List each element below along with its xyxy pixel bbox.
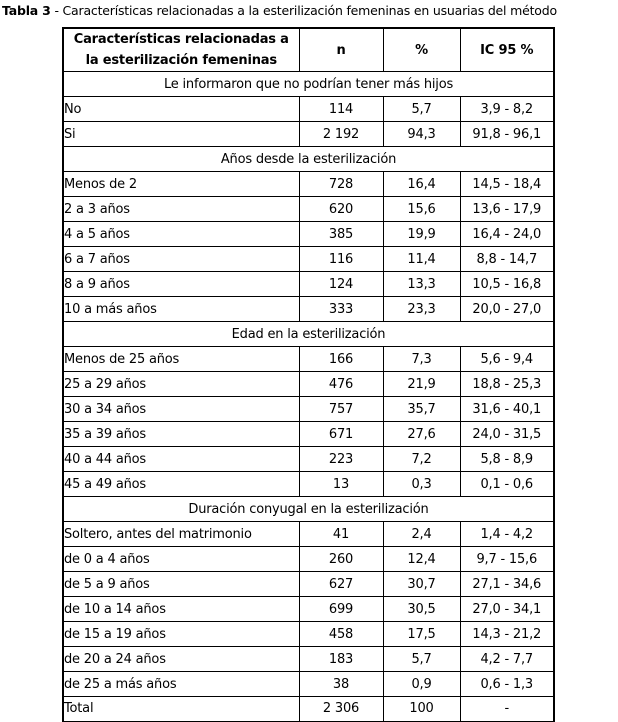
table-row (63, 222, 554, 247)
table-row (63, 397, 554, 422)
row-n-value: 476 (299, 372, 383, 397)
row-n-value: 728 (299, 172, 383, 197)
row-ci-value: 1,4 - 4,2 (460, 522, 554, 547)
row-percent-value: 30,5 (383, 597, 460, 622)
row-percent-value: 15,6 (383, 197, 460, 222)
table-row (63, 247, 554, 272)
row-ci-value: 5,8 - 8,9 (460, 447, 554, 472)
row-ci-value: 0,6 - 1,3 (460, 672, 554, 697)
row-n-value: 627 (299, 572, 383, 597)
row-n-value: 757 (299, 397, 383, 422)
row-percent-value: 11,4 (383, 247, 460, 272)
row-label: de 5 a 9 años (63, 572, 299, 597)
table-row (63, 297, 554, 322)
table-row (63, 197, 554, 222)
row-ci-value: 24,0 - 31,5 (460, 422, 554, 447)
row-percent-value: 16,4 (383, 172, 460, 197)
table-row (63, 372, 554, 397)
row-n-value: 671 (299, 422, 383, 447)
row-percent-value: 7,3 (383, 347, 460, 372)
table-row (63, 622, 554, 647)
row-percent-value: 94,3 (383, 122, 460, 147)
row-n-value: 38 (299, 672, 383, 697)
row-percent-value: 100 (383, 697, 460, 722)
table-row (63, 122, 554, 147)
header-characteristic (63, 28, 299, 72)
header-n: n (299, 28, 383, 72)
row-ci-value: 18,8 - 25,3 (460, 372, 554, 397)
row-percent-value: 23,3 (383, 297, 460, 322)
table-row (63, 422, 554, 447)
row-percent-value: 0,9 (383, 672, 460, 697)
table-row (63, 672, 554, 697)
row-percent-value: 0,3 (383, 472, 460, 497)
table-row (63, 647, 554, 672)
row-percent-value: 5,7 (383, 97, 460, 122)
row-ci-value: 27,1 - 34,6 (460, 572, 554, 597)
row-ci-value: - (460, 697, 554, 722)
row-ci-value: 14,3 - 21,2 (460, 622, 554, 647)
row-percent-value: 7,2 (383, 447, 460, 472)
row-n-value: 13 (299, 472, 383, 497)
row-ci-value: 13,6 - 17,9 (460, 197, 554, 222)
section-header-row (63, 72, 554, 97)
row-n-value: 260 (299, 547, 383, 572)
header-ci: IC 95 % (460, 28, 554, 72)
row-label: 4 a 5 años (63, 222, 299, 247)
row-n-value: 333 (299, 297, 383, 322)
table-row (63, 597, 554, 622)
row-ci-value: 8,8 - 14,7 (460, 247, 554, 272)
row-percent-value: 17,5 (383, 622, 460, 647)
row-label: de 20 a 24 años (63, 647, 299, 672)
row-ci-value: 4,2 - 7,7 (460, 647, 554, 672)
row-label: 45 a 49 años (63, 472, 299, 497)
row-ci-value: 10,5 - 16,8 (460, 272, 554, 297)
section-title: Edad en la esterilización (63, 322, 554, 347)
row-percent-value: 12,4 (383, 547, 460, 572)
row-ci-value: 91,8 - 96,1 (460, 122, 554, 147)
row-percent-value: 19,9 (383, 222, 460, 247)
row-percent-value: 27,6 (383, 422, 460, 447)
row-ci-value: 31,6 - 40,1 (460, 397, 554, 422)
header-percent: % (383, 28, 460, 72)
table-caption-number: Tabla 3 (2, 3, 51, 18)
row-n-value: 166 (299, 347, 383, 372)
row-label: 40 a 44 años (63, 447, 299, 472)
section-header-row (63, 497, 554, 522)
table-caption-text: Características relacionadas a la esterilización femeninas en usuarias del método (62, 3, 557, 18)
header-characteristic-line2: la esterilización femeninas (85, 53, 277, 68)
row-percent-value: 5,7 (383, 647, 460, 672)
table-row (63, 97, 554, 122)
row-n-value: 183 (299, 647, 383, 672)
row-label: de 0 a 4 años (63, 547, 299, 572)
row-label: 25 a 29 años (63, 372, 299, 397)
table-body (63, 28, 554, 722)
row-ci-value: 9,7 - 15,6 (460, 547, 554, 572)
row-n-value: 223 (299, 447, 383, 472)
row-ci-value: 20,0 - 27,0 (460, 297, 554, 322)
row-label: de 25 a más años (63, 672, 299, 697)
row-percent-value: 13,3 (383, 272, 460, 297)
header-characteristic-line1: Características relacionadas a (73, 32, 289, 47)
row-n-value: 385 (299, 222, 383, 247)
row-label: 10 a más años (63, 297, 299, 322)
row-label: Soltero, antes del matrimonio (63, 522, 299, 547)
row-label: No (63, 97, 299, 122)
table-row (63, 522, 554, 547)
row-label: de 10 a 14 años (63, 597, 299, 622)
row-n-value: 2 192 (299, 122, 383, 147)
row-label: Total (63, 697, 299, 722)
row-label: 35 a 39 años (63, 422, 299, 447)
table-row (63, 347, 554, 372)
row-ci-value: 27,0 - 34,1 (460, 597, 554, 622)
row-percent-value: 2,4 (383, 522, 460, 547)
section-header-row (63, 322, 554, 347)
table-row (63, 572, 554, 597)
row-ci-value: 16,4 - 24,0 (460, 222, 554, 247)
table-caption-separator: - (50, 3, 63, 18)
row-percent-value: 30,7 (383, 572, 460, 597)
row-ci-value: 14,5 - 18,4 (460, 172, 554, 197)
row-n-value: 41 (299, 522, 383, 547)
row-n-value: 124 (299, 272, 383, 297)
section-title: Años desde la esterilización (63, 147, 554, 172)
row-n-value: 620 (299, 197, 383, 222)
row-label: Menos de 25 años (63, 347, 299, 372)
row-label: Si (63, 122, 299, 147)
row-label: 8 a 9 años (63, 272, 299, 297)
table-row (63, 697, 554, 722)
row-label: de 15 a 19 años (63, 622, 299, 647)
row-label: Menos de 2 (63, 172, 299, 197)
table-row (63, 272, 554, 297)
row-label: 6 a 7 años (63, 247, 299, 272)
table-row (63, 472, 554, 497)
row-n-value: 2 306 (299, 697, 383, 722)
section-header-row (63, 147, 554, 172)
table-row (63, 172, 554, 197)
row-percent-value: 21,9 (383, 372, 460, 397)
row-label: 30 a 34 años (63, 397, 299, 422)
row-ci-value: 5,6 - 9,4 (460, 347, 554, 372)
table-row (63, 447, 554, 472)
row-n-value: 114 (299, 97, 383, 122)
section-title: Le informaron que no podrían tener más hijos (63, 72, 554, 97)
row-n-value: 116 (299, 247, 383, 272)
row-ci-value: 3,9 - 8,2 (460, 97, 554, 122)
row-percent-value: 35,7 (383, 397, 460, 422)
row-ci-value: 0,1 - 0,6 (460, 472, 554, 497)
section-title: Duración conyugal en la esterilización (63, 497, 554, 522)
table-row (63, 547, 554, 572)
characteristics-table (62, 27, 555, 722)
row-label: 2 a 3 años (63, 197, 299, 222)
row-n-value: 458 (299, 622, 383, 647)
table-header-row (63, 28, 554, 72)
table-caption (2, 3, 618, 19)
row-n-value: 699 (299, 597, 383, 622)
